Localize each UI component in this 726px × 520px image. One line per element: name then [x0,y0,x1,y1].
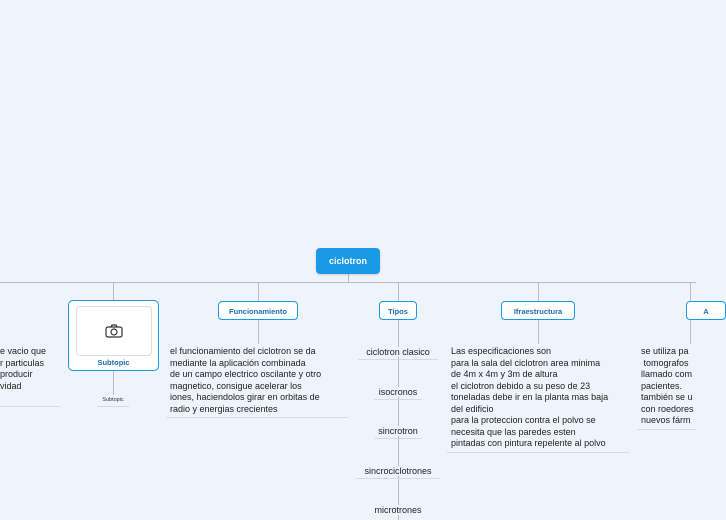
root-connector [348,274,349,282]
tipos-connector [398,282,399,301]
tipos-underline-0 [358,359,438,360]
right-partial-underline [637,429,696,430]
subtopic-child-connector [113,371,114,395]
funcionamiento-child-connector [258,320,259,344]
ifraestructura-connector [538,282,539,301]
subtopic-branch[interactable] [68,300,159,371]
left-partial-text[interactable]: e vacio que r particulas producir vidad [0,346,47,391]
funcionamiento-branch[interactable]: Funcionamiento [218,301,298,320]
tipos-item-sincrociclotrones[interactable]: sincrociclotrones [348,466,448,476]
subtopic-connector [113,282,114,300]
image-placeholder [76,306,152,356]
right-partial-connector [690,282,691,301]
ifraestructura-branch[interactable]: Ifraestructura [501,301,575,320]
ifraestructura-child-connector [538,320,539,344]
tipos-underline-1 [374,399,422,400]
right-partial-child-connector [690,320,691,344]
tipos-item-sincrotron[interactable]: sincrotron [368,426,428,436]
subtopic-branch-label: Subtopic [97,358,130,367]
branch-bus [0,282,696,283]
tipos-item-ciclotron-clasico[interactable]: ciclotron clasico [348,347,448,357]
root-topic[interactable]: ciclotron [316,248,380,274]
ifraestructura-underline [447,452,629,453]
right-partial-text[interactable]: se utiliza pa tomografos llamado com pacientes. también se u con roedores nuevos fárm [641,346,694,425]
funcionamiento-text[interactable]: el funcionamiento del ciclotron se da mediante la aplicación combinada de un campo electrico oscilante y otro magnetico, consigue acelerar los iones, haciendolos girar en orbitas de radio y energias crecientes [170,346,322,414]
right-partial-branch[interactable]: A [686,301,726,320]
tipos-item-microtrones[interactable]: microtrones [363,505,433,515]
tipos-underline-2 [374,438,422,439]
subtopic-child[interactable]: Subtopic [102,397,124,403]
ifraestructura-text[interactable]: Las especificaciones son para la sala del ciclotron area minima de 4m x 4m y 3m de altura el ciclotron debido a su peso de 23 toneladas debe ir en la planta mas baja del edificio para la proteccion contra el polvo se necesita que las paredes esten pintadas con pintura repelente al polvo [451,346,609,448]
left-partial-underline [0,406,60,407]
camera-icon [105,324,123,338]
funcionamiento-connector [258,282,259,301]
tipos-branch[interactable]: Tipos [379,301,417,320]
tipos-item-isocronos[interactable]: isocronos [368,387,428,397]
tipos-underline-3 [356,478,440,479]
funcionamiento-underline [166,417,348,418]
subtopic-child-underline [97,406,129,407]
